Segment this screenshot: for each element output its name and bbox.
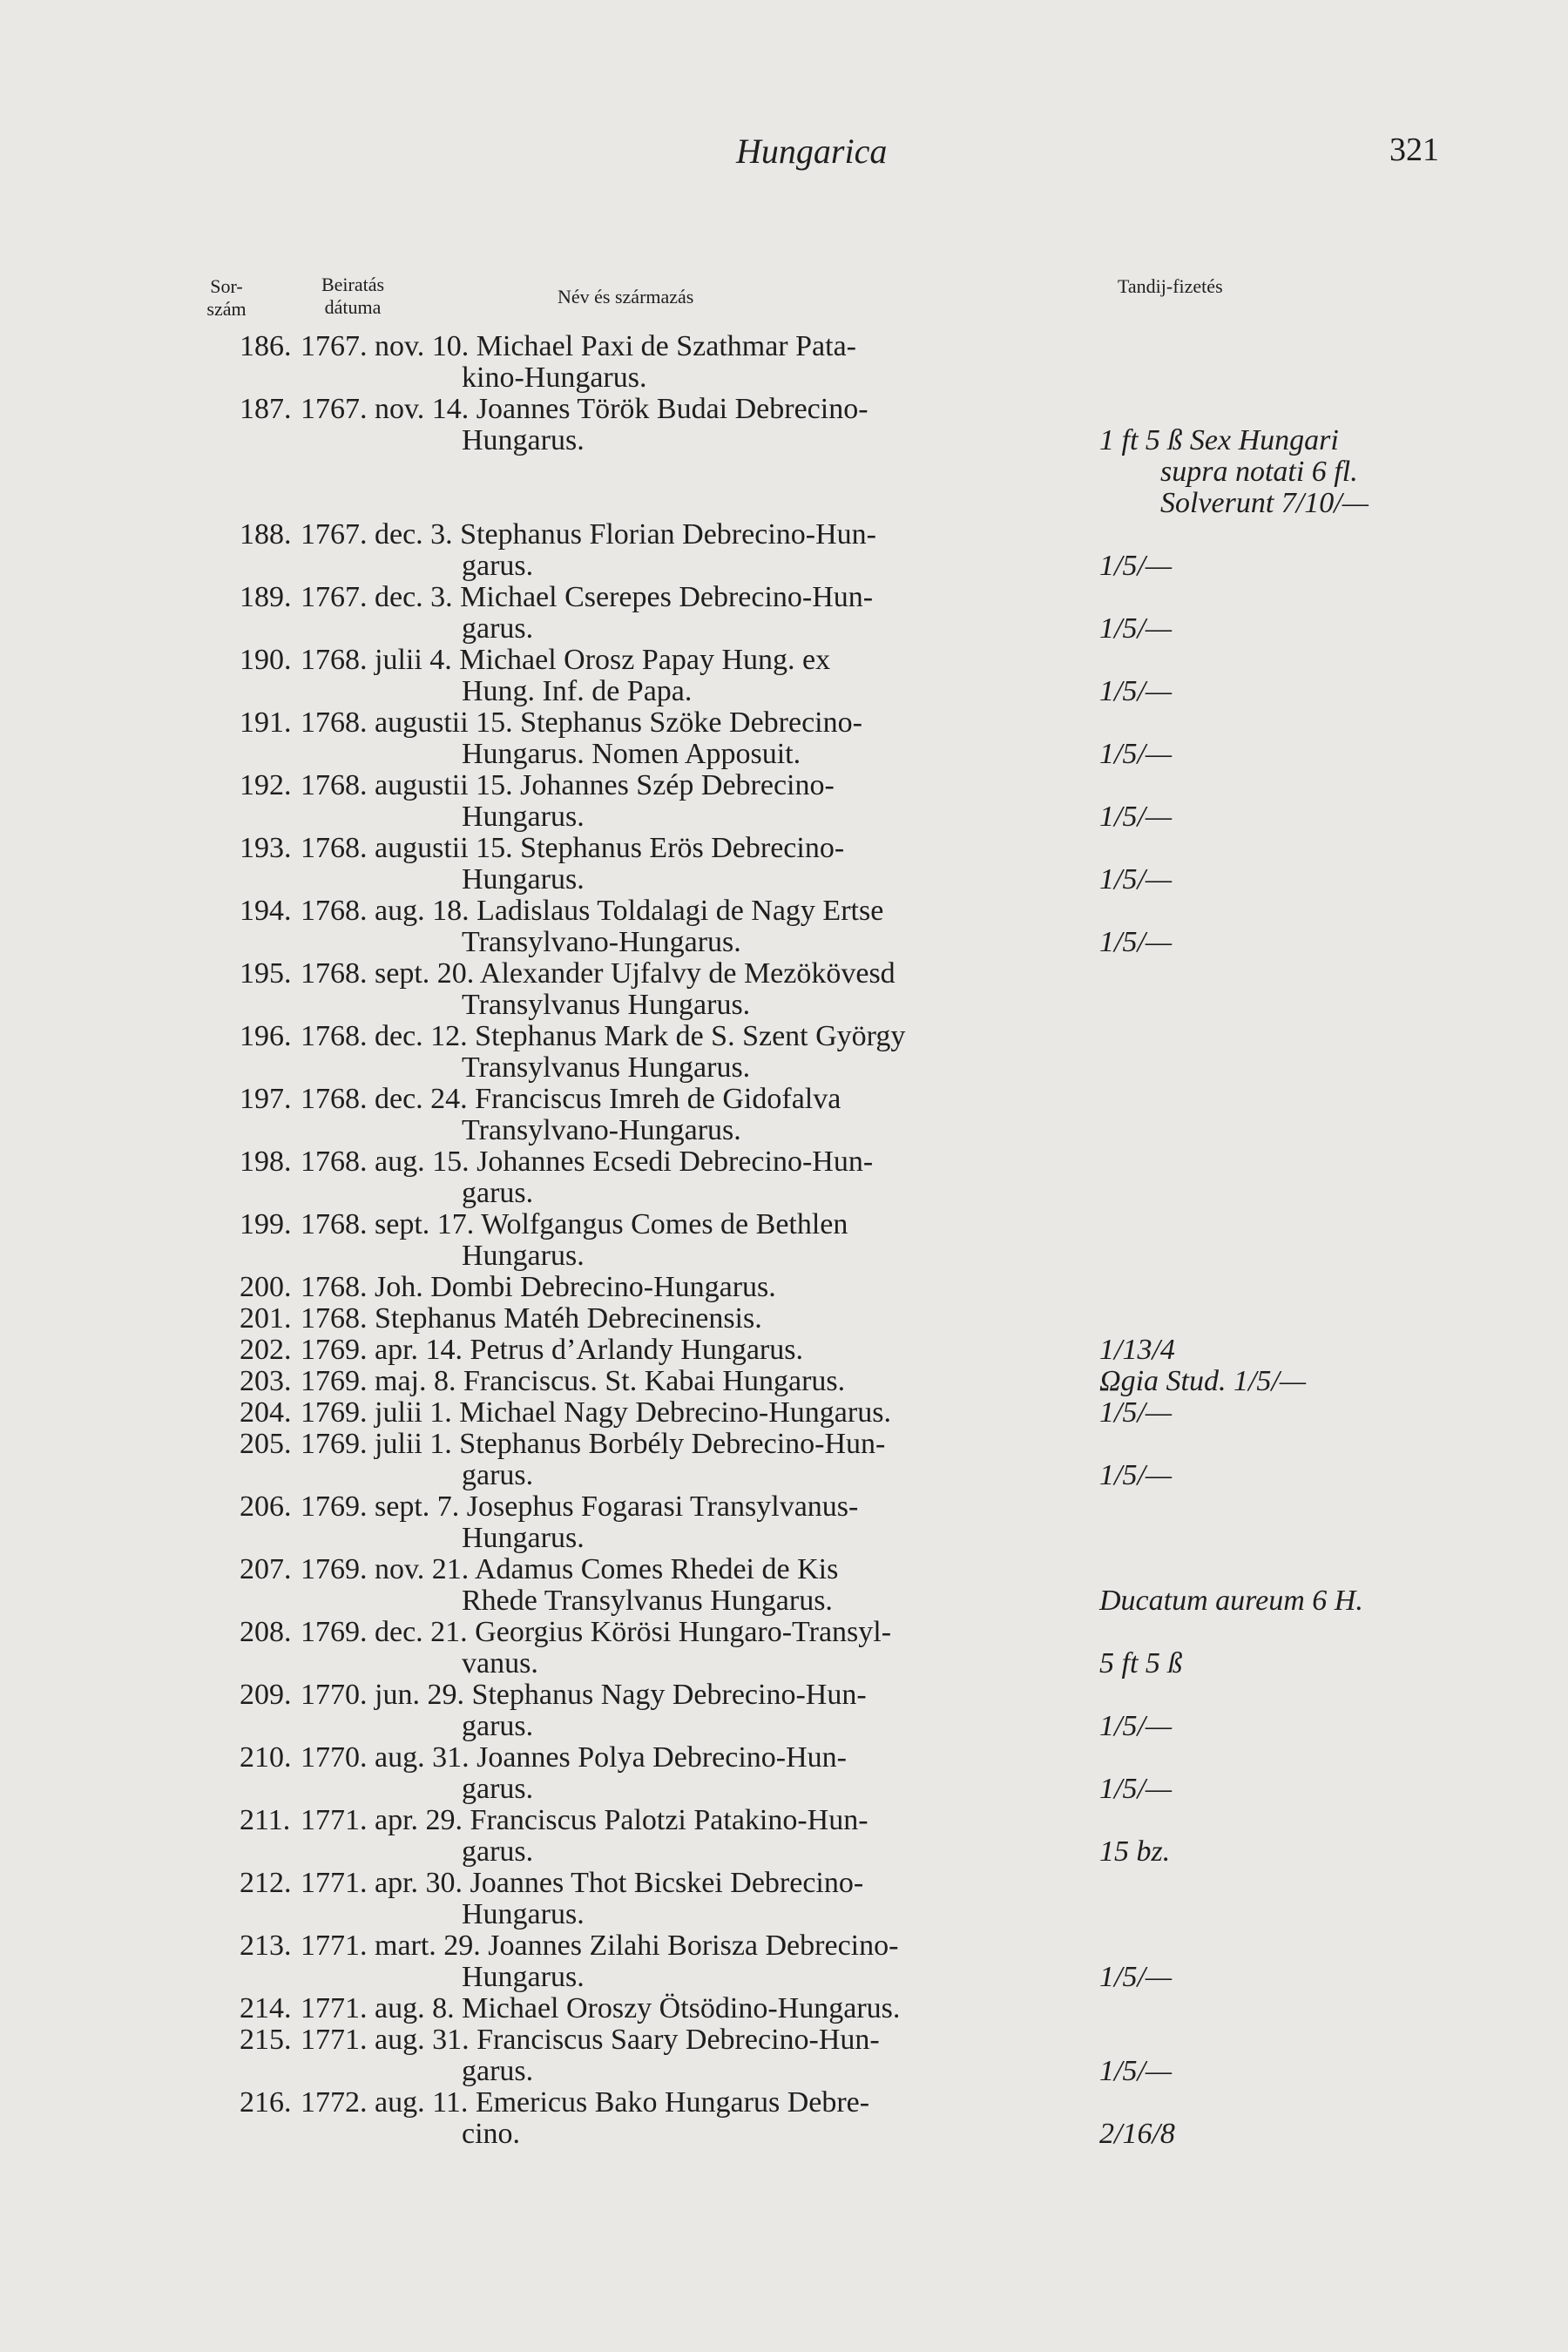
entry-line: 1769. sept. 7. Josephus Fogarasi Transylvanus-	[301, 1490, 859, 1523]
entry-text	[301, 1084, 1080, 1146]
fee-note	[1099, 613, 1483, 645]
fee-note	[1099, 1366, 1483, 1397]
fee-line: 1 ft 5 ß Sex Hungari	[1099, 424, 1339, 456]
register-entry	[0, 707, 1568, 770]
entry-number: 214.	[240, 1992, 292, 2024]
entry-number: 191.	[240, 706, 292, 739]
fee-line: 5 ft 5 ß	[1099, 1647, 1183, 1680]
register-entry	[0, 1303, 1568, 1335]
entry-line: garus.	[462, 1459, 534, 1491]
entry-line: Transylvanus Hungarus.	[462, 1051, 751, 1084]
entry-number: 200.	[240, 1271, 292, 1303]
register-entry	[0, 1021, 1568, 1084]
column-header-fee: Tandij-fizetés	[1118, 275, 1223, 297]
entry-line: 1768. aug. 15. Johannes Ecsedi Debrecino-Hun-	[301, 1146, 874, 1178]
entry-line: 1768. aug. 18. Ladislaus Toldalagi de Nagy Ertse	[301, 895, 884, 927]
fee-note	[1099, 1648, 1483, 1680]
entry-text	[301, 1429, 1080, 1491]
fee-line: 1/5/—	[1099, 801, 1173, 833]
fee-line: 15 bz.	[1099, 1835, 1171, 1868]
entry-text	[301, 1993, 1080, 2024]
column-headers	[0, 274, 1568, 326]
fee-line: 1/5/—	[1099, 1459, 1173, 1491]
entry-line: 1768. Stephanus Matéh Debrecinensis.	[301, 1302, 762, 1335]
entry-text	[301, 331, 1080, 394]
fee-note	[1099, 864, 1483, 896]
entry-line: 1771. aug. 8. Michael Oroszy Ötsödino-Hungarus.	[301, 1992, 901, 2024]
register-entry	[0, 1335, 1568, 1366]
fee-line: 1/5/—	[1099, 1773, 1173, 1805]
entry-line: 1769. dec. 21. Georgius Körösi Hungaro-Transyl-	[301, 1616, 892, 1648]
entry-line: 1768. sept. 20. Alexander Ujfalvy de Mezökövesd	[301, 957, 896, 990]
fee-line: 2/16/8	[1099, 2118, 1175, 2150]
entry-text	[301, 1272, 1080, 1303]
entry-number: 190.	[240, 644, 292, 676]
entry-text	[301, 645, 1080, 707]
register-entry	[0, 1993, 1568, 2024]
entry-text	[301, 1930, 1080, 1993]
entry-text	[301, 394, 1080, 456]
entry-line: Hungarus. Nomen Apposuit.	[462, 738, 801, 770]
entry-line: cino.	[462, 2118, 521, 2150]
entry-line: 1772. aug. 11. Emericus Bako Hungarus Debre-	[301, 2086, 870, 2119]
fee-note	[1099, 2119, 1483, 2150]
entry-text	[301, 1554, 1080, 1617]
entry-number: 192.	[240, 769, 292, 801]
entry-number: 205.	[240, 1428, 292, 1460]
entry-line: Transylvanus Hungarus.	[462, 989, 751, 1021]
fee-note	[1099, 1836, 1483, 1868]
fee-line: 1/5/—	[1099, 1710, 1173, 1742]
register-entry	[0, 582, 1568, 645]
entry-line: 1768. dec. 24. Franciscus Imreh de Gidofalva	[301, 1083, 841, 1115]
entry-number: 186.	[240, 330, 292, 362]
register-entry	[0, 1617, 1568, 1680]
register-entry	[0, 1930, 1568, 1993]
entry-text	[301, 1366, 1080, 1397]
entry-line: garus.	[462, 1177, 534, 1209]
entry-line: Hungarus.	[462, 1961, 585, 1993]
register-entry	[0, 1146, 1568, 1209]
entry-number: 203.	[240, 1365, 292, 1397]
entry-text	[301, 958, 1080, 1021]
register-entry	[0, 770, 1568, 833]
register-entry	[0, 1680, 1568, 1742]
fee-note	[1099, 1962, 1483, 1993]
entry-line: Hungarus.	[462, 1240, 585, 1272]
register-entry	[0, 1868, 1568, 1930]
entry-line: 1770. jun. 29. Stephanus Nagy Debrecino-Hun-	[301, 1679, 867, 1711]
register-entry	[0, 1429, 1568, 1491]
entry-text	[301, 1397, 1080, 1429]
entry-line: garus.	[462, 612, 534, 645]
entry-number: 202.	[240, 1334, 292, 1366]
fee-line: Solverunt 7/10/—	[1160, 487, 1369, 519]
entry-text	[301, 896, 1080, 958]
entry-text	[301, 2024, 1080, 2087]
entry-text	[301, 1868, 1080, 1930]
fee-line: 1/5/—	[1099, 738, 1173, 770]
fee-note	[1099, 676, 1483, 707]
entry-number: 208.	[240, 1616, 292, 1648]
page-header	[0, 131, 1568, 183]
entry-text	[301, 1335, 1080, 1366]
entry-line: Transylvano-Hungarus.	[462, 926, 741, 958]
entry-line: 1769. maj. 8. Franciscus. St. Kabai Hungarus.	[301, 1365, 846, 1397]
entry-number: 211.	[240, 1804, 291, 1836]
register-entry	[0, 1742, 1568, 1805]
entry-number: 204.	[240, 1396, 292, 1429]
entry-text	[301, 833, 1080, 896]
fee-note	[1099, 801, 1483, 833]
register-entry	[0, 896, 1568, 958]
register-entry	[0, 2024, 1568, 2087]
entry-number: 195.	[240, 957, 292, 990]
entry-number: 193.	[240, 832, 292, 864]
column-header-date: Beiratás dátuma	[321, 274, 385, 318]
entry-text	[301, 1617, 1080, 1680]
fee-line: 1/5/—	[1099, 612, 1173, 645]
register-entry	[0, 1805, 1568, 1868]
entry-line: 1768. Joh. Dombi Debrecino-Hungarus.	[301, 1271, 776, 1303]
register-entry	[0, 1209, 1568, 1272]
entry-number: 212.	[240, 1867, 292, 1899]
fee-note	[1099, 1585, 1483, 1617]
entry-line: 1771. apr. 30. Joannes Thot Bicskei Debrecino-	[301, 1867, 864, 1899]
fee-line: Ducatum aureum 6 H.	[1099, 1585, 1363, 1617]
entry-line: garus.	[462, 550, 534, 582]
entry-line: 1768. augustii 15. Johannes Szép Debrecino-	[301, 769, 835, 801]
entry-line: 1768. dec. 12. Stephanus Mark de S. Szent György	[301, 1020, 906, 1052]
fee-line: 1/5/—	[1099, 1961, 1173, 1993]
entry-line: 1767. dec. 3. Michael Cserepes Debrecino-Hun-	[301, 581, 874, 613]
register-entry	[0, 1554, 1568, 1617]
fee-line: 1/5/—	[1099, 863, 1173, 896]
entry-number: 210.	[240, 1741, 292, 1774]
entry-number: 206.	[240, 1490, 292, 1523]
entry-text	[301, 2087, 1080, 2150]
fee-line: supra notati 6 fl.	[1160, 456, 1358, 488]
register-entry	[0, 645, 1568, 707]
entry-number: 199.	[240, 1208, 292, 1240]
register-entry	[0, 519, 1568, 582]
fee-note	[1099, 1711, 1483, 1742]
entry-number: 213.	[240, 1930, 292, 1962]
fee-line: 1/5/—	[1099, 926, 1173, 958]
fee-note	[1099, 1774, 1483, 1805]
fee-line: 1/5/—	[1099, 675, 1173, 707]
register-entry	[0, 1397, 1568, 1429]
fee-line: Ωgia Stud. 1/5/—	[1099, 1365, 1307, 1397]
entry-line: 1771. mart. 29. Joannes Zilahi Borisza Debrecino-	[301, 1930, 899, 1962]
entry-number: 209.	[240, 1679, 292, 1711]
entry-text	[301, 1209, 1080, 1272]
entry-number: 198.	[240, 1146, 292, 1178]
entry-line: Hungarus.	[462, 1898, 585, 1930]
entry-text	[301, 1491, 1080, 1554]
entry-line: 1771. apr. 29. Franciscus Palotzi Patakino-Hun-	[301, 1804, 868, 1836]
register-entry	[0, 958, 1568, 1021]
fee-note	[1099, 1397, 1483, 1429]
entry-number: 216.	[240, 2086, 292, 2119]
fee-line: 1/13/4	[1099, 1334, 1175, 1366]
entry-number: 207.	[240, 1553, 292, 1585]
register-entries	[0, 331, 1568, 2150]
fee-note	[1099, 425, 1483, 519]
entry-number: 194.	[240, 895, 292, 927]
register-entry	[0, 1272, 1568, 1303]
fee-note	[1099, 739, 1483, 770]
entry-line: Hung. Inf. de Papa.	[462, 675, 693, 707]
page-number: 321	[1389, 132, 1439, 168]
register-entry	[0, 331, 1568, 394]
entry-line: garus.	[462, 1835, 534, 1868]
entry-text	[301, 1805, 1080, 1868]
entry-number: 188.	[240, 518, 292, 551]
register-entry	[0, 2087, 1568, 2150]
entry-text	[301, 707, 1080, 770]
fee-line: 1/5/—	[1099, 1396, 1173, 1429]
running-title: Hungarica	[736, 132, 888, 171]
fee-line: 1/5/—	[1099, 2055, 1173, 2087]
entry-line: 1768. sept. 17. Wolfgangus Comes de Bethlen	[301, 1208, 848, 1240]
register-entry	[0, 394, 1568, 519]
entry-line: kino-Hungarus.	[462, 362, 647, 394]
entry-line: Hungarus.	[462, 424, 585, 456]
entry-line: Transylvano-Hungarus.	[462, 1114, 741, 1146]
entry-line: 1768. augustii 15. Stephanus Szöke Debrecino-	[301, 706, 862, 739]
entry-line: 1769. julii 1. Stephanus Borbély Debrecino-Hun-	[301, 1428, 886, 1460]
entry-line: 1770. aug. 31. Joannes Polya Debrecino-Hun-	[301, 1741, 847, 1774]
entry-number: 215.	[240, 2024, 292, 2056]
fee-note	[1099, 927, 1483, 958]
register-entry	[0, 1084, 1568, 1146]
entry-line: 1769. nov. 21. Adamus Comes Rhedei de Kis	[301, 1553, 839, 1585]
entry-text	[301, 1303, 1080, 1335]
entry-number: 201.	[240, 1302, 292, 1335]
fee-note	[1099, 1460, 1483, 1491]
fee-line: 1/5/—	[1099, 550, 1173, 582]
register-entry	[0, 1491, 1568, 1554]
column-header-name: Név és származás	[558, 286, 694, 308]
entry-text	[301, 582, 1080, 645]
entry-number: 187.	[240, 393, 292, 425]
entry-number: 197.	[240, 1083, 292, 1115]
entry-text	[301, 519, 1080, 582]
entry-text	[301, 770, 1080, 833]
entry-text	[301, 1146, 1080, 1209]
entry-line: 1767. nov. 10. Michael Paxi de Szathmar Pata-	[301, 330, 856, 362]
entry-line: 1768. augustii 15. Stephanus Erös Debrecino-	[301, 832, 845, 864]
entry-line: Hungarus.	[462, 801, 585, 833]
entry-line: 1769. apr. 14. Petrus d’Arlandy Hungarus.	[301, 1334, 803, 1366]
entry-line: 1767. dec. 3. Stephanus Florian Debrecino-Hun-	[301, 518, 876, 551]
register-entry	[0, 1366, 1568, 1397]
entry-line: 1768. julii 4. Michael Orosz Papay Hung. ex	[301, 644, 831, 676]
entry-line: garus.	[462, 2055, 534, 2087]
entry-line: Hungarus.	[462, 863, 585, 896]
entry-number: 196.	[240, 1020, 292, 1052]
entry-number: 189.	[240, 581, 292, 613]
entry-text	[301, 1680, 1080, 1742]
fee-note	[1099, 551, 1483, 582]
fee-note	[1099, 2056, 1483, 2087]
entry-text	[301, 1742, 1080, 1805]
entry-line: Hungarus.	[462, 1522, 585, 1554]
column-header-sor: Sor- szám	[206, 275, 247, 320]
entry-line: garus.	[462, 1710, 534, 1742]
entry-line: 1769. julii 1. Michael Nagy Debrecino-Hungarus.	[301, 1396, 891, 1429]
entry-text	[301, 1021, 1080, 1084]
entry-line: garus.	[462, 1773, 534, 1805]
register-entry	[0, 833, 1568, 896]
entry-line: vanus.	[462, 1647, 538, 1680]
entry-line: Rhede Transylvanus Hungarus.	[462, 1585, 833, 1617]
fee-note	[1099, 1335, 1483, 1366]
entry-line: 1771. aug. 31. Franciscus Saary Debrecino-Hun-	[301, 2024, 880, 2056]
entry-line: 1767. nov. 14. Joannes Török Budai Debrecino-	[301, 393, 868, 425]
